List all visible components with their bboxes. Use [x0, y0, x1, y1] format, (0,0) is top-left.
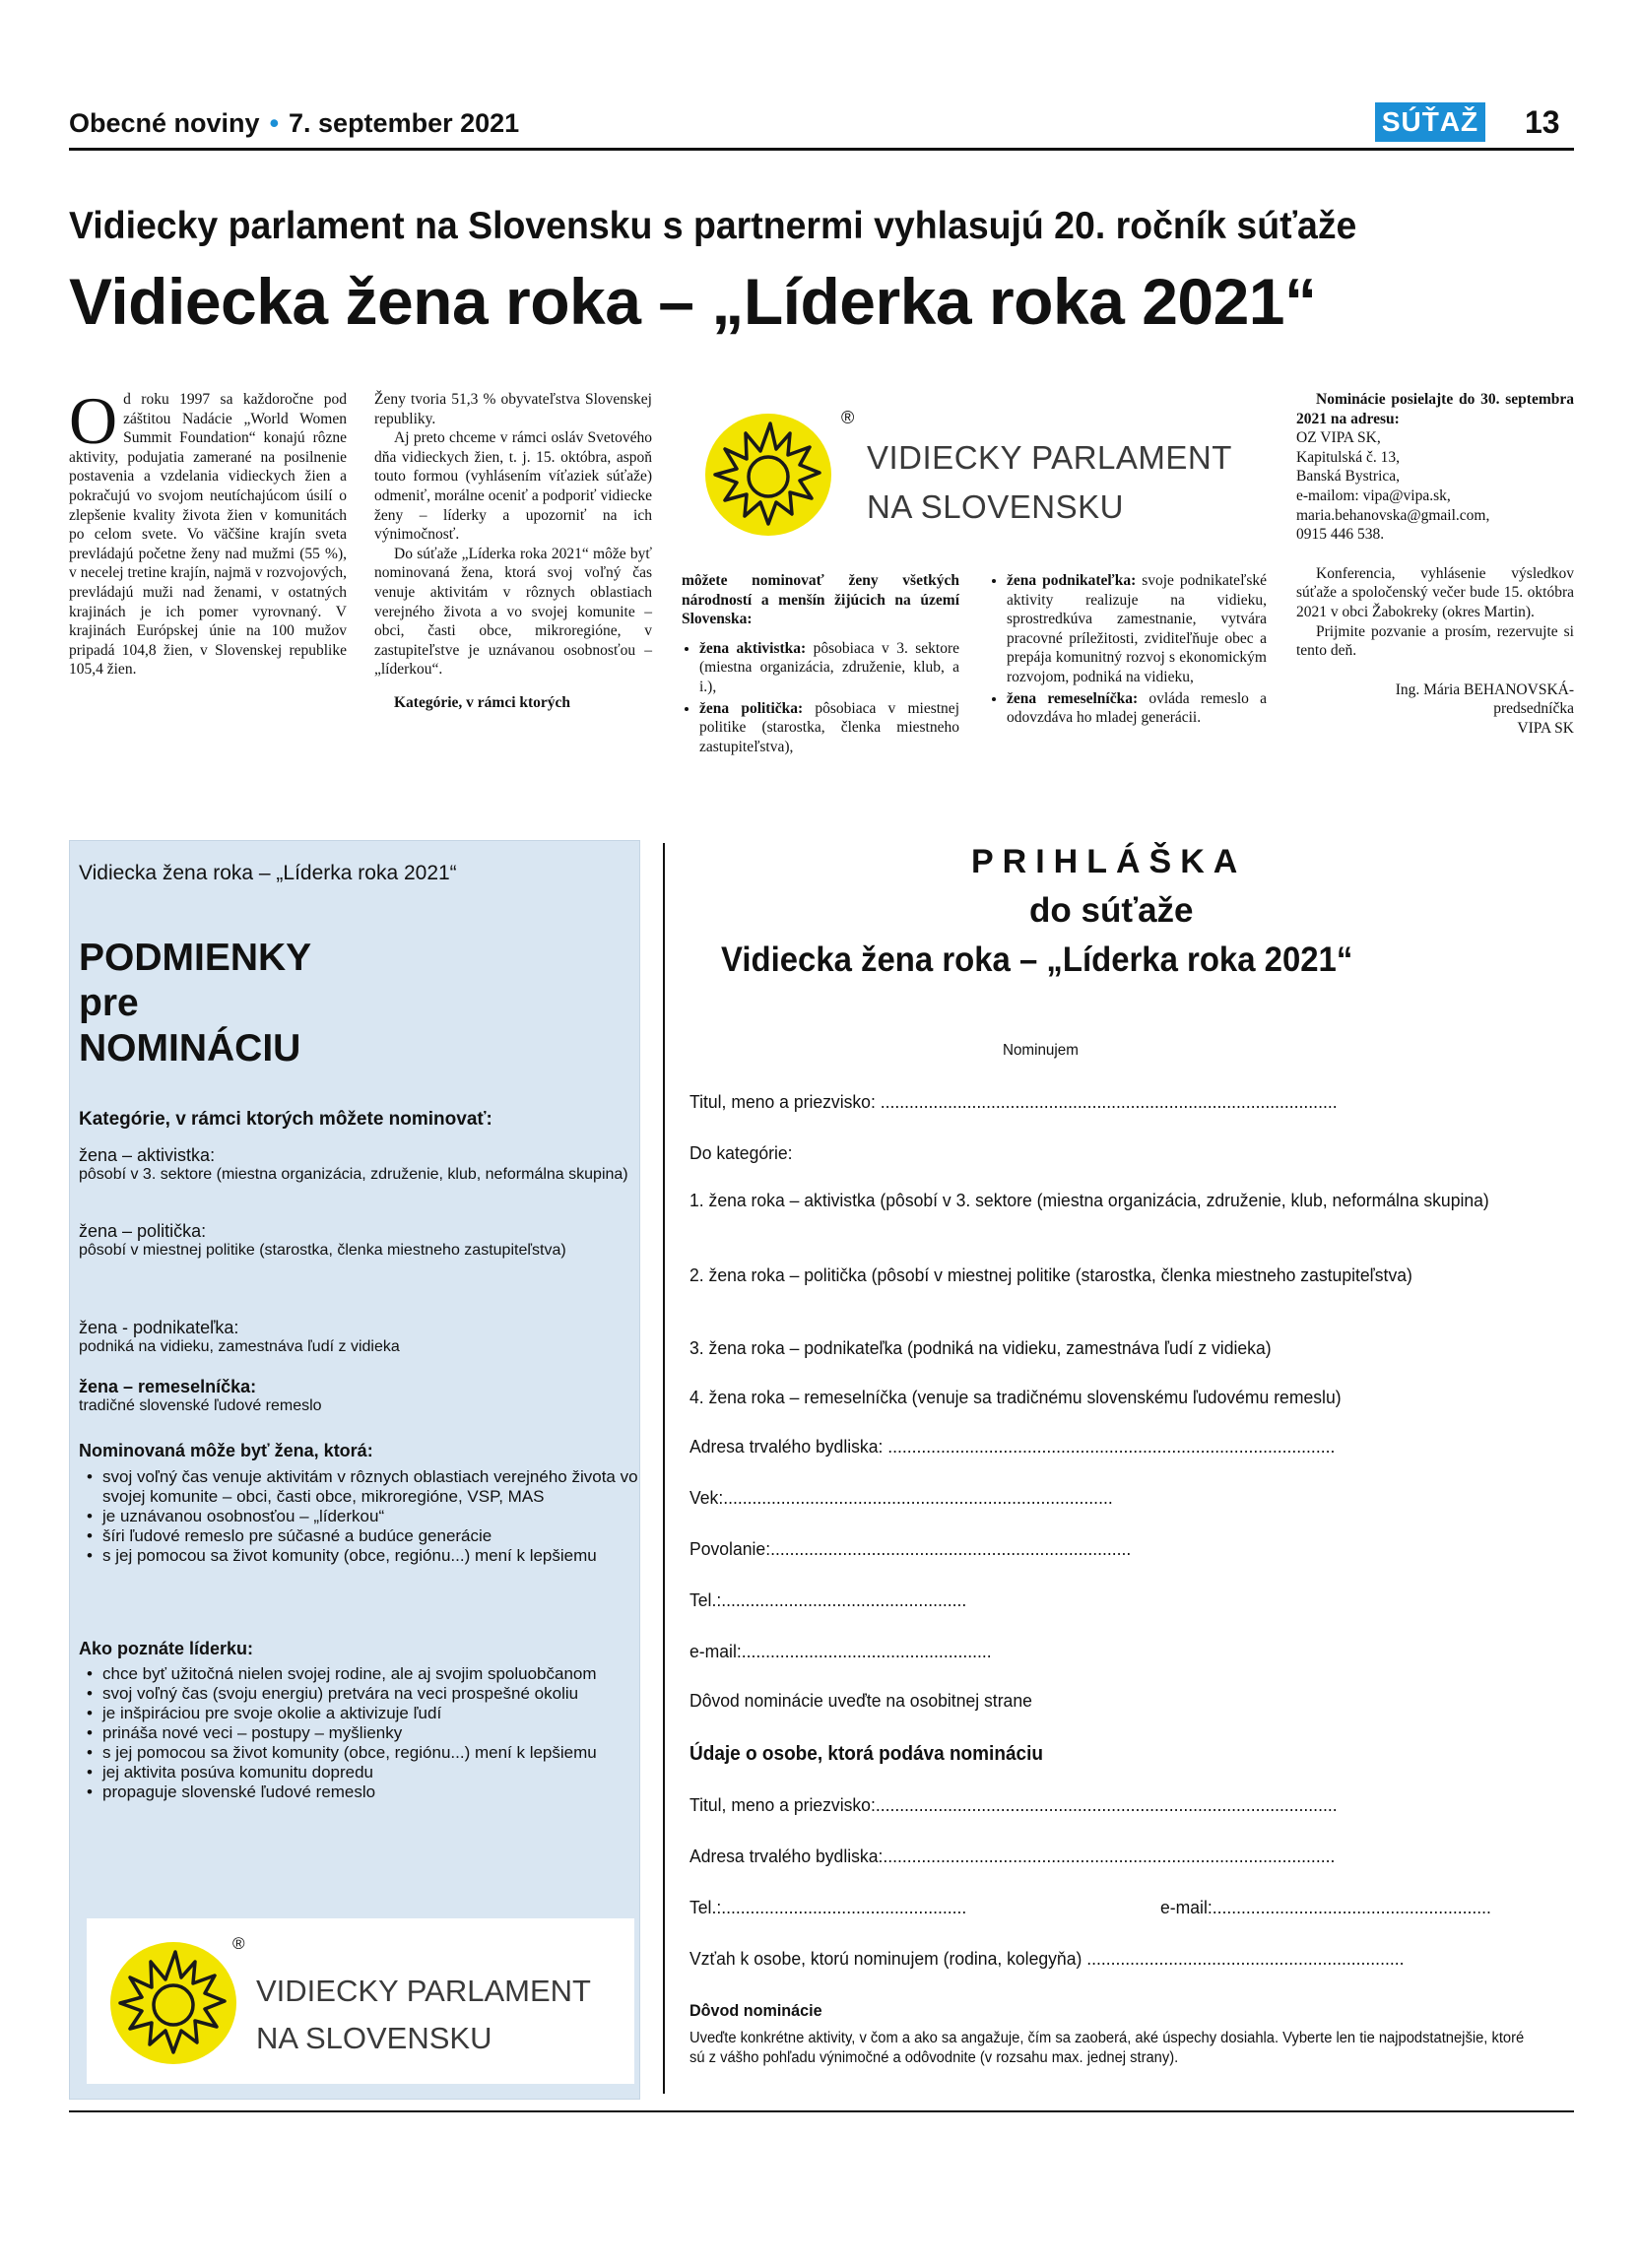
article-headline: Vidiecka žena roka – „Líderka roka 2021“ [69, 265, 1317, 338]
category-option-4[interactable]: 4. žena roka – remeselníčka (venuje sa tradičnému slovenskému ľudovému remeslu) [689, 1387, 1342, 1407]
col4-category-list [989, 571, 1267, 728]
form-competition-name: Vidiecka žena roka – „Líderka roka 2021“ [721, 940, 1353, 979]
conditions-title: PODMIENKY pre NOMINÁCIU [79, 937, 312, 1069]
logo-line-2: NA SLOVENSKU [867, 488, 1124, 525]
nominee-address-field[interactable]: Adresa trvalého bydliska: ............................................................................................. [689, 1436, 1336, 1457]
category-politician: žena – političk​a: pôsobí v miestnej politike (starostka, členka miestneho zastupiteľstva) [79, 1221, 566, 1259]
nominator-phone-field[interactable]: Tel.:................................................... [689, 1897, 967, 1917]
list-item: • svoj voľný čas (svoju energiu) pretvára na veci prospešné okoliu [93, 1684, 645, 1704]
reason-heading: Dôvod nominácie [689, 2001, 822, 2020]
category-label: Do kategórie: [689, 1142, 793, 1163]
list-item: • je inšpiráciou pre svoje okolie a aktivizuje ľudí [93, 1704, 645, 1723]
nominujem-label: Nominujem [1003, 1042, 1079, 1059]
article-column-5 [1296, 390, 1574, 739]
list-item: • svoj voľný čas venuje aktivitám v rôznych oblastiach verejného života vo svojej komunite – obci, časti obce, mikroregióne, VSP, MAS [93, 1467, 645, 1507]
column-1-text: d roku 1997 sa každoročne pod záštitou Nadácie „World Women Summit Foundation“ konajú rôzne aktivity, podujatia zamerané na posilnenie postavenia a vzdelania vidieckych žien a pokračujú vo svojom neutíchajúcom úsilí o zlepšenie kvality života žien v komunitách po celom svete. Vo väčšine krajín sveta prevládajú početne ženy nad mužmi (55 %), v necelej tretine krajín, najmä v rozvojových, prevládajú muži nad ženami, v ostatných krajinách je ich pomer vyrovnaný. V krajinách Európskej únie na 100 mužov pripadá 104,8 žien, v Slovenskej republike 105,4 žien. [69, 391, 347, 679]
sun-emblem-icon [701, 404, 839, 542]
col2-paragraph-4: Kategórie, v rámci ktorých [394, 693, 571, 711]
col3-category-list [682, 639, 959, 757]
category-option-1[interactable]: 1. žena roka – aktivistka (pôsobí v 3. sektore (miestna organizácia, združenie, klub, neformálna skupina) [689, 1190, 1489, 1210]
col2-paragraph-1: Ženy tvoria 51,3 % obyvateľstva Slovenskej republiky. [374, 391, 652, 427]
list-item: • šíri ľudové remeslo pre súčasné a budúce generácie [93, 1526, 645, 1546]
leader-list [79, 1664, 645, 1802]
category-entrepreneur: žena - podnikateľka: podniká na vidieku, zamestnáva ľudí z vidieka [79, 1318, 400, 1355]
signature: Ing. Mária BEHANOVSKÁ- predsedníčka VIPA SK [1395, 680, 1574, 737]
section-badge: SÚŤAŽ [1375, 102, 1485, 142]
age-field[interactable]: Vek:................................................................................. [689, 1487, 1113, 1508]
list-item: • chce byť užitočná nielen svojej rodine, ale aj svojim spoluobčanom [93, 1664, 645, 1684]
nominee-list [79, 1467, 645, 1566]
article-kicker: Vidiecky parlament na Slovensku s partnermi vyhlasujú 20. ročník súťaže [69, 205, 1357, 247]
reason-note: Dôvod nominácie uveďte na osobitnej strane [689, 1690, 1032, 1711]
nominator-email-field[interactable]: e-mail:.......................................................... [1160, 1897, 1491, 1917]
nominee-name-field[interactable]: Titul, meno a priezvisko: ............................................................................................... [689, 1091, 1338, 1112]
col5-invitation: Prijmite pozvanie a prosím, rezervujte si tento deň. [1296, 622, 1574, 660]
form-title: PRIHLÁŠKA [971, 843, 1247, 880]
email-field[interactable]: e-mail:.................................................... [689, 1641, 992, 1661]
nominator-address-field[interactable]: Adresa trvalého bydliska:.............................................................................................. [689, 1846, 1336, 1866]
column-divider [663, 843, 665, 2094]
nominator-heading: Údaje o osobe, ktorá podáva nomináciu [689, 1743, 1043, 1765]
nominator-name-field[interactable]: Titul, meno a priezvisko:................................................................................................ [689, 1794, 1338, 1815]
logo-line-1: VIDIECKY PARLAMENT [256, 1974, 591, 2008]
article-column-2 [374, 390, 652, 713]
vipa-logo-top [701, 404, 1263, 556]
drop-cap: O [69, 383, 118, 458]
list-item: • žena podnikateľka: svoje podnikateľské aktivity realizuje na vidieku, sprostredkúva zamestnanie, vytvára pracovné príležitosti, zviditeľňuje obec a prepája komunitný rozvoj s ekonomickým rozvojom, podniká na vidieku, [1007, 571, 1267, 687]
col2-paragraph-3: Do súťaže „Líderka roka 2021“ môže byť nominovaná žena, ktorá svoj voľný čas venuje aktivitám v rôznych oblastiach verejného života a vo svojej komunite – obci, časti obce, mikroregióne, v zastupiteľstve je uznávanou osobnosťou – „líderkou“. [374, 545, 652, 679]
registered-mark: ® [232, 1934, 245, 1953]
relation-field[interactable]: Vzťah k osobe, ktorú nominujem (rodina, kolegyňa) .................................................................. [689, 1948, 1405, 1969]
categories-heading: Kategórie, v rámci ktorých môžete nominovať: [79, 1109, 492, 1130]
col2-paragraph-2: Aj preto chceme v rámci osláv Svetového dňa vidieckych žien, t. j. 15. októbra, aspoň touto formou (vyhlásením víťaziek súťaže) odmeniť, morálne oceniť a podporiť vidiecke ženy – líderky a upozorniť na ich výnimočnosť. [374, 429, 652, 544]
vipa-logo-bottom [106, 1930, 628, 2078]
occupation-field[interactable]: Povolanie:........................................................................... [689, 1538, 1132, 1559]
leader-heading: Ako poznáte líderku: [79, 1639, 254, 1658]
form-subtitle: do súťaže [1029, 891, 1194, 930]
list-item: • s jej pomocou sa život komunity (obce, regiónu...) mení k lepšiemu [93, 1743, 645, 1763]
article-column-1 [69, 383, 347, 680]
conditions-kicker: Vidiecka žena roka – „Líderka roka 2021“ [79, 862, 457, 884]
logo-line-2: NA SLOVENSKU [256, 2021, 492, 2055]
list-item: • prináša nové veci – postupy – myšlienky [93, 1723, 645, 1743]
issue-date: 7. september 2021 [289, 108, 520, 138]
list-item: • žena aktivistka: pôsobiaca v 3. sektore (miestna organizácia, združenie, klub, a i.), [699, 639, 959, 697]
list-item: • žena remeselníčka: ovláda remeslo a odovzdáva ho mladej generácii. [1007, 689, 1267, 728]
category-option-3[interactable]: 3. žena roka – podnikateľka (podniká na vidieku, zamestnáva ľudí z vidieka) [689, 1337, 1272, 1358]
logo-line-1: VIDIECKY PARLAMENT [867, 439, 1232, 476]
list-item: • s jej pomocou sa život komunity (obce, regiónu...) mení k lepšiemu [93, 1546, 645, 1566]
separator-dot: • [269, 108, 280, 138]
category-activist: žena – aktivistka: pôsobí v 3. sektore (miestna organizácia, združenie, klub, neformálna skupina) [79, 1145, 628, 1183]
masthead [69, 108, 519, 139]
footer-rule [69, 2110, 1574, 2112]
col5-conference: Konferencia, vyhlásenie výsledkov súťaže a spoločenský večer bude 15. októbra 2021 v obci Žabokreky (okres Martin). [1296, 564, 1574, 620]
registered-mark: ® [841, 408, 855, 427]
page-number: 13 [1525, 104, 1560, 140]
list-item: • žena politička: pôsobiaca v miestnej politike (starostka, členka miestneho zastupiteľstva), [699, 699, 959, 757]
article-column-4 [989, 571, 1267, 730]
sun-emblem-icon [106, 1932, 244, 2070]
nominee-heading: Nominovaná môže byť žena, ktorá: [79, 1441, 373, 1460]
header-rule [69, 148, 1574, 151]
reason-instructions: Uveďte konkrétne aktivity, v čom a ako sa angažuje, čím sa zaoberá, aké úspechy dosiahla. Vyberte len tie najpodstatnejšie, ktoré sú z vášho pohľadu výnimočné a odôvodnite (v rozsahu max. jednej strany). [689, 2030, 1525, 2066]
category-option-2[interactable]: 2. žena roka – politička (pôsobí v miestnej politike (starostka, členka miestneho zastupiteľstva) [689, 1264, 1412, 1285]
col5-deadline: Nominácie posielajte do 30. septembra 2021 na adresu: [1296, 391, 1574, 427]
contact-address: OZ VIPA SK, Kapitulská č. 13, Banská Bystrica, e-mailom: vipa@vipa.sk, maria.behanovska@gmail.com, 0915 446 538. [1296, 429, 1490, 544]
list-item: • jej aktivita posúva komunitu dopredu [93, 1763, 645, 1782]
category-craftswoman: žena – remeselníčka: tradičné slovenské ľudové remeslo [79, 1377, 322, 1414]
article-column-3 [682, 571, 959, 758]
col3-intro: môžete nominovať ženy všetkých národností a menšín žijúcich na území Slovenska: [682, 572, 959, 628]
list-item: • propaguje slovenské ľudové remeslo [93, 1782, 645, 1802]
list-item: • je uznávanou osobnosťou – „líderkou“ [93, 1507, 645, 1526]
phone-field[interactable]: Tel.:................................................... [689, 1589, 967, 1610]
publication-name: Obecné noviny [69, 108, 260, 138]
